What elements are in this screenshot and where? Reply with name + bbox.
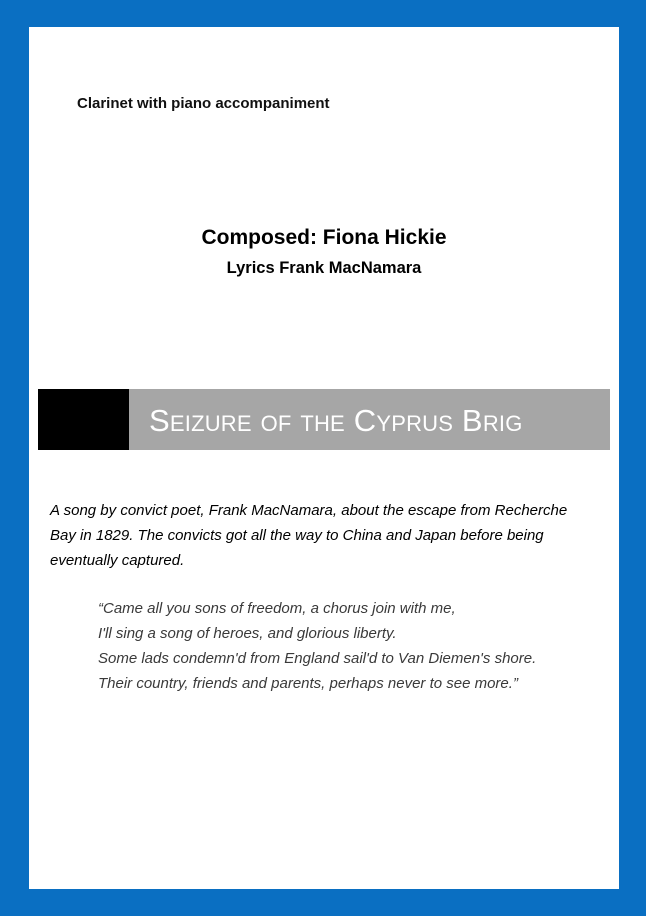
title-banner (38, 389, 610, 450)
song-title: Seizure of the Cyprus Brig (149, 403, 523, 438)
intro-line: eventually captured. (50, 552, 185, 569)
instrumentation-subtitle: Clarinet with piano accompaniment (77, 95, 330, 112)
lyricist-line: Lyrics Frank MacNamara (226, 259, 422, 277)
verse-line: I'll sing a song of heroes, and glorious liberty. (98, 625, 397, 642)
verse-quote (98, 596, 608, 696)
intro-line: A song by convict poet, Frank MacNamara, about the escape from Recherche (50, 502, 568, 519)
verse-line: “Came all you sons of freedom, a chorus join with me, (98, 600, 456, 617)
verse-line: Their country, friends and parents, perhaps never to see more.” (98, 675, 518, 692)
intro-line: Bay in 1829. The convicts got all the way to China and Japan before being (50, 527, 544, 544)
verse-line: Some lads condemn'd from England sail'd to Van Diemen's shore. (98, 650, 537, 667)
composer-line: Composed: Fiona Hickie (201, 226, 447, 249)
document-page (29, 27, 619, 889)
banner-black-block (38, 389, 129, 450)
intro-paragraph (50, 498, 610, 573)
